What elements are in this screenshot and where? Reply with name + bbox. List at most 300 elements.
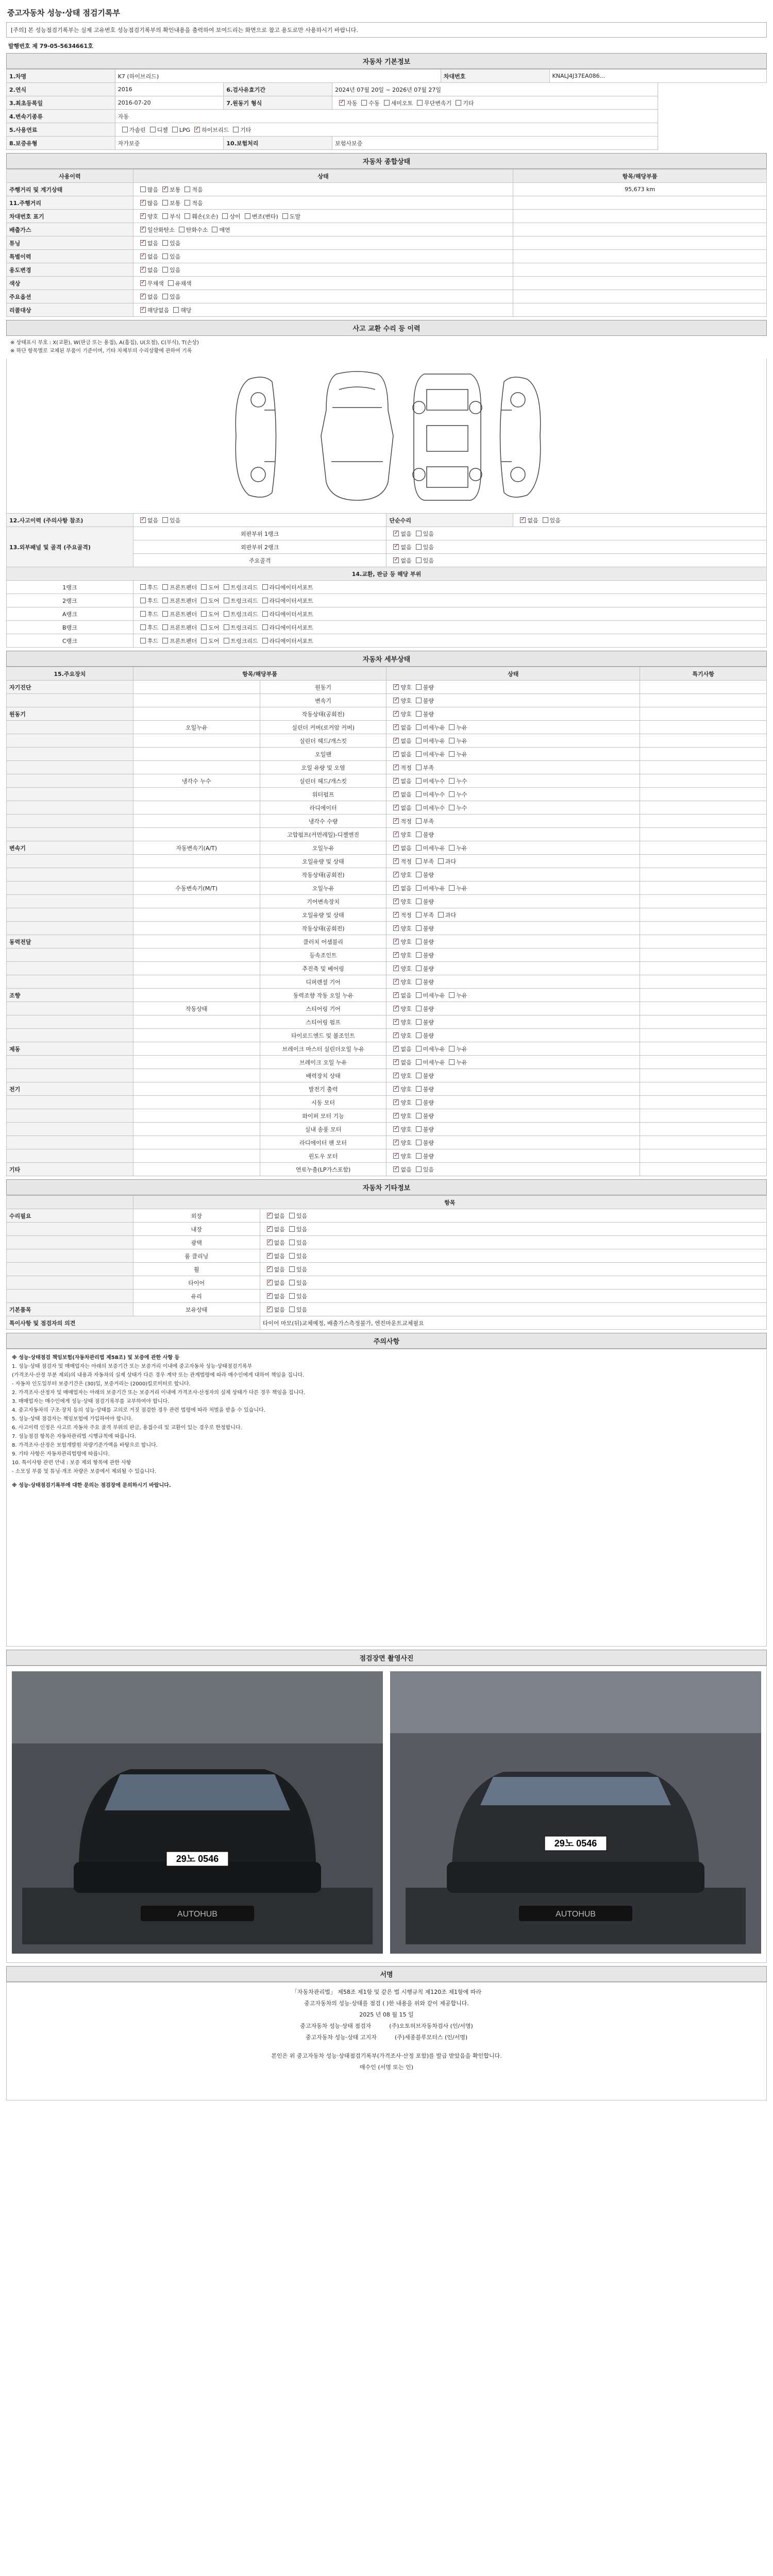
panel-checkbox[interactable] (393, 557, 399, 563)
detail-option: 적정 (400, 764, 412, 771)
detail-checkbox[interactable] (449, 805, 455, 810)
detail-state (386, 855, 640, 868)
detail-option: 적정 (400, 858, 412, 865)
detail-checkbox[interactable] (449, 1059, 455, 1065)
part-checkbox[interactable] (262, 624, 268, 630)
general-checkbox[interactable] (184, 200, 190, 206)
general-checkbox[interactable] (162, 200, 168, 206)
mileage-checkbox[interactable] (184, 187, 190, 192)
detail-checkbox[interactable] (416, 1032, 422, 1038)
detail-checkbox[interactable] (416, 711, 422, 717)
detail-option: 누수 (456, 791, 467, 798)
detail-sub (133, 1136, 260, 1149)
detail-checkbox[interactable] (416, 818, 422, 824)
other-checkbox[interactable] (267, 1266, 273, 1272)
detail-checkbox[interactable] (393, 1032, 399, 1038)
other-checkbox[interactable] (267, 1307, 273, 1312)
trans-checkbox[interactable] (417, 100, 423, 106)
detail-item: 브레이크 오일 누유 (260, 1056, 386, 1069)
detail-checkbox[interactable] (393, 832, 399, 837)
other-checkbox[interactable] (267, 1253, 273, 1259)
detail-checkbox[interactable] (393, 805, 399, 810)
general-checkbox[interactable] (162, 213, 168, 219)
other-checkbox[interactable] (289, 1266, 295, 1272)
detail-head: 상태 (386, 667, 640, 681)
detail-checkbox[interactable] (416, 979, 422, 985)
general-option: 없음 (147, 293, 159, 300)
detail-checkbox[interactable] (416, 952, 422, 958)
detail-checkbox[interactable] (416, 684, 422, 690)
part-checkbox[interactable] (140, 584, 146, 590)
sign-box (6, 1982, 767, 2100)
part-checkbox[interactable] (201, 624, 207, 630)
part-checkbox[interactable] (262, 638, 268, 643)
detail-checkbox[interactable] (393, 765, 399, 770)
detail-checkbox[interactable] (416, 1126, 422, 1132)
panel-option: 있음 (423, 530, 434, 537)
detail-group: 조향 (7, 989, 133, 1002)
detail-checkbox[interactable] (449, 738, 455, 743)
part-checkbox[interactable] (140, 611, 146, 617)
section-general: 자동차 종합상태 (6, 153, 767, 169)
detail-checkbox[interactable] (449, 724, 455, 730)
section-other: 자동차 기타정보 (6, 1179, 767, 1195)
part-checkbox[interactable] (162, 624, 168, 630)
detail-note (640, 1109, 767, 1123)
detail-checkbox[interactable] (393, 979, 399, 985)
notes-line: 6. 사고이력 인정은 사고로 자동차 주요 골격 부위의 판금, 용접수리 및 교환이 있는 경우로 한정합니다. (12, 1425, 242, 1431)
detail-option: 불량 (423, 965, 434, 972)
detail-checkbox[interactable] (416, 885, 422, 891)
part-checkbox[interactable] (140, 638, 146, 643)
detail-checkbox[interactable] (393, 1073, 399, 1078)
detail-checkbox[interactable] (393, 751, 399, 757)
detail-sub (133, 1015, 260, 1029)
general-value (133, 250, 513, 263)
general-note (513, 223, 767, 236)
part-checkbox[interactable] (201, 638, 207, 643)
detail-checkbox[interactable] (416, 1166, 422, 1172)
detail-checkbox[interactable] (438, 858, 444, 864)
mileage-option: 적음 (192, 186, 203, 193)
part-checkbox[interactable] (224, 584, 229, 590)
other-item: 광택 (133, 1236, 260, 1249)
detail-option: 양호 (400, 1019, 412, 1026)
part-checkbox[interactable] (162, 611, 168, 617)
mileage-checkbox[interactable] (140, 187, 146, 192)
detail-option: 불량 (423, 1139, 434, 1146)
trans-option: 무단변속기 (424, 99, 452, 107)
repair-value (133, 621, 766, 634)
detail-checkbox[interactable] (393, 1126, 399, 1132)
accident-checkbox[interactable] (140, 517, 146, 523)
detail-checkbox[interactable] (393, 885, 399, 891)
detail-checkbox[interactable] (416, 925, 422, 931)
part-checkbox[interactable] (224, 598, 229, 603)
detail-option: 불량 (423, 898, 434, 905)
trans-option: 수동 (368, 99, 380, 107)
detail-checkbox[interactable] (449, 778, 455, 784)
other-state (260, 1303, 766, 1316)
trans-checkbox[interactable] (339, 100, 345, 106)
general-checkbox[interactable] (162, 240, 168, 246)
general-option: 양호 (147, 213, 159, 220)
detail-sub (133, 828, 260, 841)
trans-checkbox[interactable] (384, 100, 390, 106)
detail-checkbox[interactable] (393, 791, 399, 797)
part-checkbox[interactable] (224, 638, 229, 643)
part-checkbox[interactable] (262, 611, 268, 617)
repair-label: 12.사고이력 (주의사항 참조) (7, 514, 133, 527)
other-checkbox[interactable] (289, 1253, 295, 1259)
general-checkbox[interactable] (168, 280, 174, 286)
detail-group (7, 774, 133, 788)
page-title: 중고자동차 성능·상태 점검기록부 (7, 8, 121, 18)
other-option: 있음 (296, 1226, 308, 1233)
detail-note (640, 828, 767, 841)
detail-checkbox[interactable] (416, 1086, 422, 1092)
general-checkbox[interactable] (162, 294, 168, 299)
detail-checkbox[interactable] (393, 858, 399, 864)
detail-state (386, 748, 640, 761)
other-item: 유리 (133, 1290, 260, 1303)
other-state (260, 1263, 766, 1276)
detail-checkbox[interactable] (393, 724, 399, 730)
detail-checkbox[interactable] (416, 791, 422, 797)
notes-line: 4. 중고자동차의 구조·장치 등의 성능·상태를 고의로 거짓 점검한 경우 관련 법령에 따라 처벌을 받을 수 있습니다. (12, 1408, 265, 1413)
detail-item: 라디에이터 팬 모터 (260, 1136, 386, 1149)
general-note (513, 196, 767, 210)
detail-checkbox[interactable] (416, 805, 422, 810)
detail-item: 고압펌프(커먼레일)-디젤엔진 (260, 828, 386, 841)
detail-option: 없음 (400, 737, 412, 744)
detail-checkbox[interactable] (393, 818, 399, 824)
detail-option: 양호 (400, 710, 412, 718)
general-checkbox[interactable] (162, 267, 168, 273)
general-option: 부식 (170, 213, 181, 220)
detail-item: 클러치 어셈블리 (260, 935, 386, 948)
detail-checkbox[interactable] (416, 1113, 422, 1118)
general-value (133, 223, 513, 236)
detail-checkbox[interactable] (416, 832, 422, 837)
panel-checkbox[interactable] (393, 531, 399, 536)
part-checkbox[interactable] (162, 638, 168, 643)
part-checkbox[interactable] (262, 584, 268, 590)
detail-checkbox[interactable] (416, 1019, 422, 1025)
detail-checkbox[interactable] (416, 872, 422, 877)
detail-checkbox[interactable] (416, 1006, 422, 1011)
other-checkbox[interactable] (289, 1293, 295, 1299)
other-group (7, 1223, 133, 1236)
detail-sub: 자동변속기(A/T) (133, 841, 260, 855)
general-checkbox[interactable] (162, 253, 168, 259)
detail-checkbox[interactable] (393, 912, 399, 918)
detail-checkbox[interactable] (449, 751, 455, 757)
other-checkbox[interactable] (267, 1213, 273, 1218)
detail-checkbox[interactable] (449, 992, 455, 998)
detail-checkbox[interactable] (416, 738, 422, 743)
doc-number: 발행번호 제 79-05-5634661호 (8, 43, 93, 49)
general-note (513, 263, 767, 277)
detail-checkbox[interactable] (449, 885, 455, 891)
detail-checkbox[interactable] (416, 765, 422, 770)
detail-option: 누유 (456, 724, 467, 731)
general-checkbox[interactable] (140, 227, 146, 232)
detail-checkbox[interactable] (393, 1006, 399, 1011)
other-checkbox[interactable] (267, 1293, 273, 1299)
detail-option: 없음 (400, 885, 412, 892)
detail-checkbox[interactable] (416, 778, 422, 784)
detail-note (640, 1136, 767, 1149)
general-checkbox[interactable] (245, 213, 250, 219)
part-checkbox[interactable] (140, 598, 146, 603)
detail-checkbox[interactable] (416, 965, 422, 971)
detail-group (7, 734, 133, 748)
detail-checkbox[interactable] (416, 899, 422, 904)
detail-checkbox[interactable] (393, 872, 399, 877)
part-option: 프론트펜더 (170, 584, 197, 591)
repair-value (513, 514, 767, 527)
general-head: 항목/해당부품 (513, 170, 767, 183)
other-checkbox[interactable] (289, 1280, 295, 1285)
fuel-checkbox[interactable] (172, 127, 178, 132)
detail-checkbox[interactable] (416, 698, 422, 703)
detail-checkbox[interactable] (416, 724, 422, 730)
detail-note (640, 1163, 767, 1176)
detail-group (7, 868, 133, 882)
detail-sub (133, 975, 260, 989)
detail-checkbox[interactable] (393, 845, 399, 851)
detail-item: 브레이크 마스터 실린더오일 누유 (260, 1042, 386, 1056)
detail-state (386, 1109, 640, 1123)
detail-checkbox[interactable] (393, 1113, 399, 1118)
repair-legend (6, 336, 767, 359)
detail-sub: 작동상태 (133, 1002, 260, 1015)
detail-checkbox[interactable] (393, 698, 399, 703)
detail-checkbox[interactable] (393, 939, 399, 944)
fuel-checkbox[interactable] (194, 127, 200, 132)
detail-option: 부족 (423, 858, 434, 865)
detail-sub (133, 681, 260, 694)
detail-checkbox[interactable] (416, 992, 422, 998)
detail-item: 등속조인트 (260, 948, 386, 962)
part-option: 도어 (208, 584, 220, 591)
detail-checkbox[interactable] (393, 1059, 399, 1065)
other-group: 수리필요 (7, 1209, 133, 1223)
general-checkbox[interactable] (212, 227, 217, 232)
part-option: 프론트펜더 (170, 637, 197, 645)
general-checkbox[interactable] (140, 267, 146, 273)
detail-checkbox[interactable] (416, 939, 422, 944)
detail-checkbox[interactable] (416, 1140, 422, 1145)
detail-checkbox[interactable] (449, 845, 455, 851)
detail-checkbox[interactable] (393, 1086, 399, 1092)
detail-checkbox[interactable] (393, 738, 399, 743)
detail-checkbox[interactable] (393, 965, 399, 971)
detail-group (7, 895, 133, 908)
detail-checkbox[interactable] (416, 1099, 422, 1105)
detail-group: 전기 (7, 1082, 133, 1096)
general-note (513, 250, 767, 263)
general-checkbox[interactable] (222, 213, 228, 219)
detail-checkbox[interactable] (416, 912, 422, 918)
repair-table (6, 513, 767, 648)
general-checkbox[interactable] (140, 240, 146, 246)
detail-checkbox[interactable] (416, 1059, 422, 1065)
detail-option: 없음 (400, 1045, 412, 1053)
detail-checkbox[interactable] (393, 1166, 399, 1172)
panel-checkbox[interactable] (416, 531, 422, 536)
general-checkbox[interactable] (184, 213, 190, 219)
detail-option: 불량 (423, 952, 434, 959)
detail-option: 누유 (456, 1059, 467, 1066)
part-checkbox[interactable] (224, 624, 229, 630)
repair-value (133, 594, 766, 607)
part-checkbox[interactable] (224, 611, 229, 617)
detail-checkbox[interactable] (393, 1046, 399, 1052)
detail-checkbox[interactable] (416, 845, 422, 851)
general-checkbox[interactable] (173, 307, 179, 313)
detail-state (386, 1163, 640, 1176)
part-option: 도어 (208, 624, 220, 631)
detail-sub (133, 1042, 260, 1056)
part-checkbox[interactable] (201, 584, 207, 590)
other-head: 항목 (133, 1196, 766, 1209)
detail-option: 과다 (445, 858, 457, 865)
trans-checkbox[interactable] (361, 100, 367, 106)
detail-note (640, 895, 767, 908)
part-option: 후드 (147, 597, 159, 604)
general-checkbox[interactable] (140, 253, 146, 259)
detail-option: 없음 (400, 751, 412, 758)
detail-item: 냉각수 수량 (260, 815, 386, 828)
fuel-checkbox[interactable] (233, 127, 239, 132)
general-checkbox[interactable] (140, 280, 146, 286)
detail-note (640, 748, 767, 761)
other-checkbox[interactable] (289, 1307, 295, 1312)
accident-checkbox[interactable] (162, 517, 168, 523)
detail-checkbox[interactable] (393, 899, 399, 904)
detail-group (7, 788, 133, 801)
other-checkbox[interactable] (289, 1213, 295, 1218)
detail-checkbox[interactable] (416, 1153, 422, 1159)
detail-checkbox[interactable] (393, 925, 399, 931)
part-checkbox[interactable] (262, 598, 268, 603)
panel-checkbox[interactable] (393, 544, 399, 550)
basic-label: 차대번호 (441, 70, 549, 83)
detail-option: 양호 (400, 1099, 412, 1106)
detail-checkbox[interactable] (416, 751, 422, 757)
part-checkbox[interactable] (162, 584, 168, 590)
general-checkbox[interactable] (140, 294, 146, 299)
detail-option: 불량 (423, 831, 434, 838)
notice-box: [주의] 본 성능점검기록부는 실제 고유번호 성능점검기록부의 확인내용을 출력하여 보여드리는 화면으로 참고 용도로만 사용하시기 바랍니다. (6, 22, 767, 38)
part-option: 라디에이터서포트 (269, 624, 313, 631)
simple-repair-checkbox[interactable] (543, 517, 548, 523)
detail-checkbox[interactable] (416, 1046, 422, 1052)
car-side-left-diagram (236, 377, 276, 497)
basic-value: 보험사보증 (332, 137, 658, 150)
panel-checkbox[interactable] (416, 557, 422, 563)
other-checkbox[interactable] (267, 1226, 273, 1232)
part-checkbox[interactable] (140, 624, 146, 630)
part-option: 후드 (147, 637, 159, 645)
mileage-option: 보통 (170, 186, 181, 193)
detail-option: 양호 (400, 1032, 412, 1039)
detail-note (640, 855, 767, 868)
other-checkbox[interactable] (267, 1240, 273, 1245)
detail-sub (133, 868, 260, 882)
detail-sub (133, 1163, 260, 1176)
detail-option: 양호 (400, 1126, 412, 1133)
detail-checkbox[interactable] (393, 1140, 399, 1145)
other-checkbox[interactable] (289, 1240, 295, 1245)
detail-item: 시동 모터 (260, 1096, 386, 1109)
panel-checkbox[interactable] (416, 544, 422, 550)
detail-checkbox[interactable] (393, 778, 399, 784)
detail-checkbox[interactable] (416, 858, 422, 864)
fuel-option: 하이브리드 (201, 126, 229, 133)
general-option: 없음 (147, 266, 159, 274)
repair-value (386, 527, 767, 540)
trans-checkbox[interactable] (456, 100, 461, 106)
part-checkbox[interactable] (162, 598, 168, 603)
general-checkbox[interactable] (140, 213, 146, 219)
detail-item: 배력장치 상태 (260, 1069, 386, 1082)
detail-item: 작동상태(공회전) (260, 922, 386, 935)
panel-option: 있음 (423, 557, 434, 564)
section-photos: 점검장면 촬영사진 (6, 1650, 767, 1666)
detail-checkbox[interactable] (393, 992, 399, 998)
detail-group (7, 855, 133, 868)
general-checkbox[interactable] (179, 227, 184, 232)
mileage-checkbox[interactable] (162, 187, 168, 192)
detail-checkbox[interactable] (393, 1099, 399, 1105)
detail-group (7, 801, 133, 815)
basic-label: 1.차명 (7, 70, 115, 83)
sign-date: 2025 년 08 월 15 일 (359, 2011, 414, 2018)
fuel-checkbox[interactable] (122, 127, 128, 132)
general-checkbox[interactable] (282, 213, 288, 219)
detail-checkbox[interactable] (393, 711, 399, 717)
detail-checkbox[interactable] (393, 1019, 399, 1025)
detail-checkbox[interactable] (449, 791, 455, 797)
detail-option: 적정 (400, 911, 412, 919)
fuel-checkbox[interactable] (150, 127, 156, 132)
general-checkbox[interactable] (140, 307, 146, 313)
part-checkbox[interactable] (201, 598, 207, 603)
other-checkbox[interactable] (289, 1226, 295, 1232)
detail-checkbox[interactable] (393, 684, 399, 690)
detail-group (7, 1123, 133, 1136)
detail-checkbox[interactable] (393, 952, 399, 958)
detail-option: 없음 (400, 844, 412, 852)
general-checkbox[interactable] (140, 200, 146, 206)
part-checkbox[interactable] (201, 611, 207, 617)
detail-item: 워터펌프 (260, 788, 386, 801)
simple-repair-checkbox[interactable] (520, 517, 526, 523)
detail-item: 오일 유량 및 오염 (260, 761, 386, 774)
other-checkbox[interactable] (267, 1280, 273, 1285)
repair-value (386, 554, 767, 567)
detail-checkbox[interactable] (449, 1046, 455, 1052)
detail-sub (133, 948, 260, 962)
part-option: 라디에이터서포트 (269, 597, 313, 604)
detail-checkbox[interactable] (393, 1153, 399, 1159)
detail-checkbox[interactable] (438, 912, 444, 918)
detail-checkbox[interactable] (416, 1073, 422, 1078)
other-option: 없음 (274, 1266, 285, 1273)
